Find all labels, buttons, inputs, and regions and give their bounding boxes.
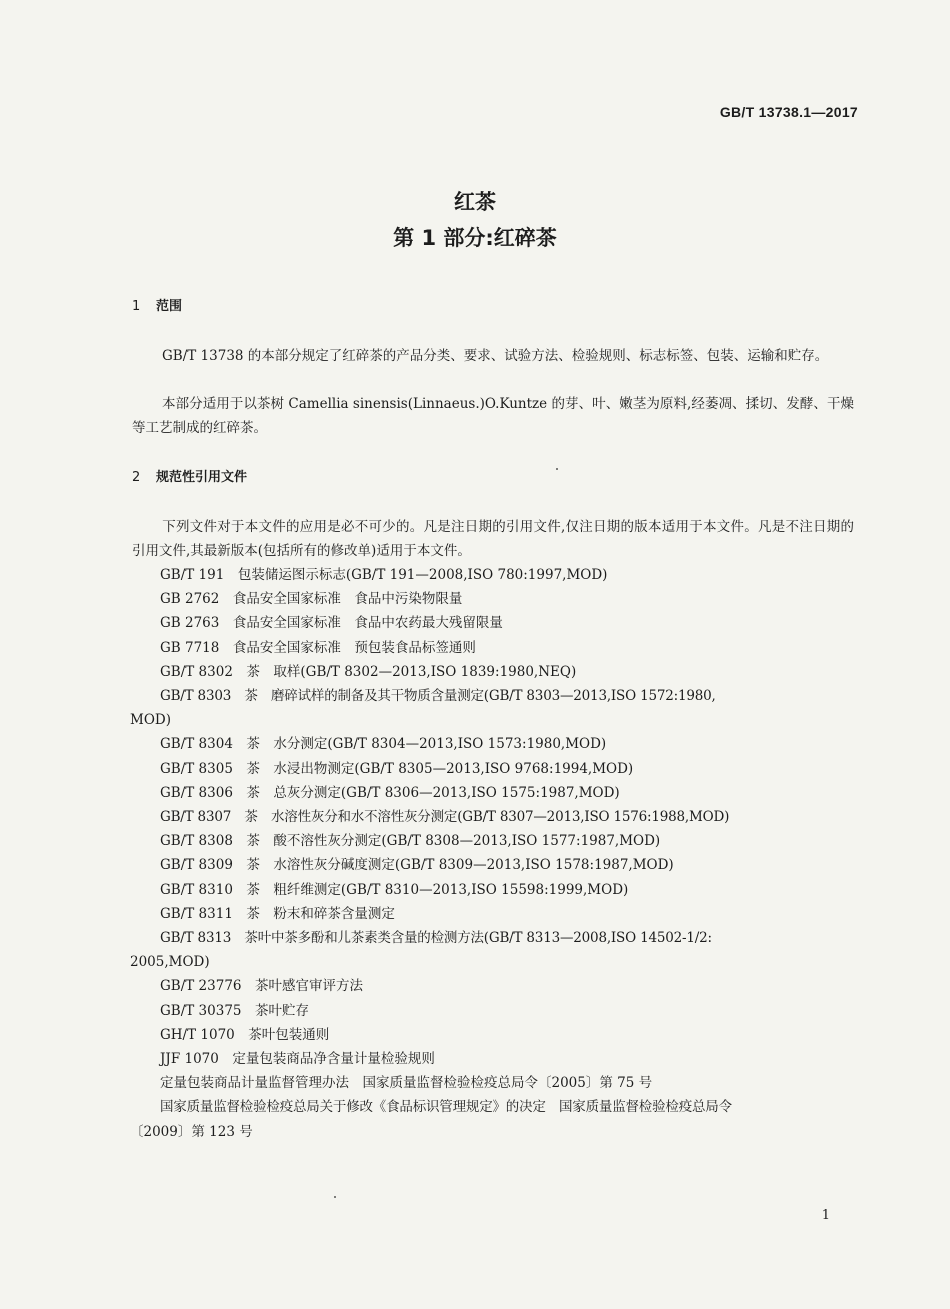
reference-item: GB/T 8306 茶 总灰分测定(GB/T 8306—2013,ISO 1575:1987,MOD) [160,784,620,801]
section-title: 规范性引用文件 [156,470,248,485]
reference-item-continuation: 2005,MOD) [130,954,210,971]
scope-paragraph-1 [132,344,854,368]
reference-item: GB 7718 食品安全国家标准 预包装食品标签通则 [160,639,476,656]
reference-item: 定量包装商品计量监督管理办法 国家质量监督检验检疫总局令〔2005〕第 75 号 [160,1075,653,1092]
reference-item: GB/T 8302 茶 取样(GB/T 8302—2013,ISO 1839:1980,NEQ) [160,663,577,680]
paragraph-text: 下列文件对于本文件的应用是必不可少的。凡是注日期的引用文件,仅注日期的版本适用于本文件。凡是不注日期的引用文件,其最新版本(包括所有的修改单)适用于本文件。 [132,519,854,559]
reference-item: GB/T 8309 茶 水溶性灰分碱度测定(GB/T 8309—2013,ISO 1578:1987,MOD) [160,857,674,874]
reference-item: GB/T 23776 茶叶感官审评方法 [160,978,363,995]
reference-item-continuation: MOD) [130,712,171,729]
reference-list [132,563,854,1144]
reference-item: GB/T 8313 茶叶中茶多酚和儿茶素类含量的检测方法(GB/T 8313—2008,ISO 14502-1/2: [160,930,712,947]
scan-speck [334,1196,336,1198]
reference-item: GB 2763 食品安全国家标准 食品中农药最大残留限量 [160,615,503,632]
references-intro [132,515,854,563]
reference-item: GH/T 1070 茶叶包装通则 [160,1026,330,1043]
reference-item: 国家质量监督检验检疫总局关于修改《食品标识管理规定》的决定 国家质量监督检验检疫总局令 [160,1099,732,1116]
reference-item: GB/T 8308 茶 酸不溶性灰分测定(GB/T 8308—2013,ISO 1577:1987,MOD) [160,833,661,850]
page-number: 1 [821,1208,830,1223]
reference-item: GB/T 8303 茶 磨碎试样的制备及其干物质含量测定(GB/T 8303—2013,ISO 1572:1980, [160,688,716,705]
reference-item: GB/T 191 包装储运图示标志(GB/T 191—2008,ISO 780:1997,MOD) [160,567,608,583]
reference-item: GB/T 8311 茶 粉末和碎茶含量测定 [160,905,395,922]
reference-item: GB 2762 食品安全国家标准 食品中污染物限量 [160,591,463,608]
standard-code: GB/T 13738.1—2017 [719,104,858,120]
paragraph-text: GB/T 13738 的本部分规定了红碎茶的产品分类、要求、试验方法、检验规则、标志标签、包装、运输和贮存。 [162,348,829,364]
section-number: 1 [132,299,141,314]
reference-item-continuation: 〔2009〕第 123 号 [130,1123,253,1140]
paragraph-text: 本部分适用于以茶树 Camellia sinensis(Linnaeus.)O.Kuntze 的芽、叶、嫩茎为原料,经萎凋、揉切、发酵、干燥等工艺制成的红碎茶。 [132,396,854,436]
scan-speck [556,468,558,470]
reference-item: GB/T 8305 茶 水浸出物测定(GB/T 8305—2013,ISO 9768:1994,MOD) [160,760,634,777]
section-1-heading [132,295,182,314]
section-number: 2 [132,470,141,485]
reference-item: GB/T 30375 茶叶贮存 [160,1002,309,1019]
reference-item: JJF 1070 定量包装商品净含量计量检验规则 [160,1051,435,1068]
reference-item: GB/T 8307 茶 水溶性灰分和水不溶性灰分测定(GB/T 8307—2013,ISO 1576:1988,MOD) [160,809,730,826]
reference-item: GB/T 8304 茶 水分测定(GB/T 8304—2013,ISO 1573:1980,MOD) [160,736,607,753]
section-title: 范围 [156,299,183,314]
scope-paragraph-2 [132,392,854,440]
reference-item: GB/T 8310 茶 粗纤维测定(GB/T 8310—2013,ISO 15598:1999,MOD) [160,881,629,898]
section-2-heading [132,466,247,485]
document-title: 红茶 [454,190,496,214]
document-subtitle: 第 1 部分:红碎茶 [393,226,557,250]
